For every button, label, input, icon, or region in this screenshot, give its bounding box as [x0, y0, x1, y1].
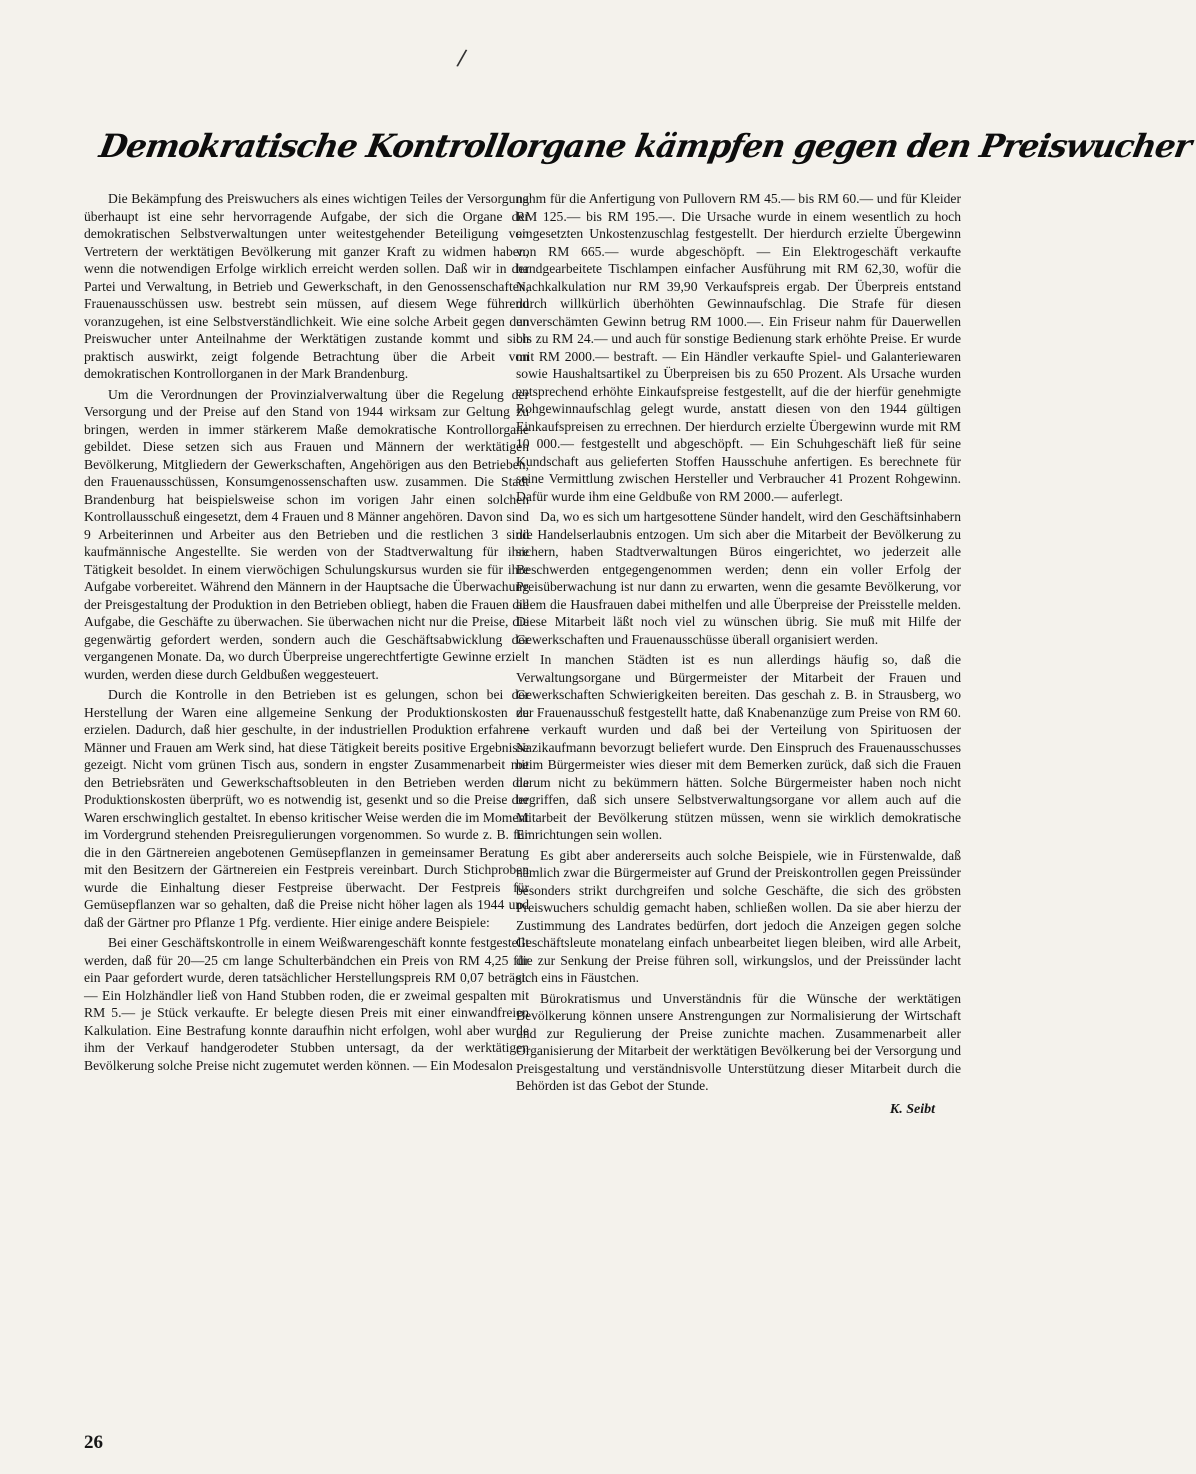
article-headline: Demokratische Kontrollorgane kämpfen gegen den Preiswucher — [96, 127, 1194, 165]
scan-pen-mark: / — [455, 45, 468, 72]
paragraph: Die Bekämpfung des Preiswuchers als eines wichtigen Teiles der Versorgung überhaupt ist eine sehr hervorragende Aufgabe, der sich die Organe der demokratischen Selbstverwaltungen unter weitestgehender Beteiligung von Vertretern der werktätigen Bevölkerung mit ganzer Kraft zu widmen haben, wenn die notwendigen Erfolge wirklich erreicht werden sollen. Daß wir in der Partei und Verwaltung, in Betrieb und Gewerkschaft, in den Genossenschaften, Frauenausschüssen usw. bestrebt sein müssen, auf diesem Wege führend voranzugehen, ist eine Selbstverständlichkeit. Wie eine solche Arbeit gegen den Preiswucher unter Anteilnahme der Werktätigen zustande kommt und sich praktisch auswirkt, zeigt folgende Betrachtung über die Arbeit von demokratischen Kontrollorganen in der Mark Brandenburg. — [84, 191, 529, 381]
page-number: 26 — [84, 1432, 103, 1453]
paragraph: In manchen Städten ist es nun allerdings häufig so, daß die Verwaltungsorgane und Bürgermeister der Mitarbeit der Frauen und Gewerkschaften Schwierigkeiten bereiten. Das geschah z. B. in Strausberg, wo der Frauenausschuß festgestellt hatte, daß Knabenanzüge zum Preise von RM 60.— verkauft wurden und daß bei der Verteilung von Spirituosen der Nazikaufmann bevorzugt beliefert wurde. Den Einspruch des Frauenausschusses beim Bürgermeister wies dieser mit dem Bemerken zurück, daß sich die Frauen darum nicht zu bekümmern hätten. Solche Bürgermeister haben noch nicht begriffen, daß sich unsere Selbstverwaltungsorgane vor allem auch auf die Mitarbeit der Bevölkerung stützen müssen, wenn sie wirklich demokratische Einrichtungen sein wollen. — [516, 652, 961, 842]
paragraph: Um die Verordnungen der Provinzialverwaltung über die Regelung der Versorgung und der Preise auf den Stand von 1944 wirksam zur Geltung zu bringen, werden in immer stärkerem Maße demokratische Kontrollorgane gebildet. Diese setzen sich aus Frauen und Männern der werktätigen Bevölkerung, Mitgliedern der Gewerkschaften, Angehörigen aus den Betrieben, den Frauenausschüssen, Konsumgenossenschaften usw. zusammen. Die Stadt Brandenburg hat beispielsweise schon im vorigen Jahr einen solchen Kontrollausschuß eingesetzt, dem 4 Frauen und 8 Männer angehören. Davon sind 9 Arbeiterinnen und Arbeiter aus den Betrieben und die restlichen 3 sind kaufmännische Angestellte. Sie werden von der Stadtverwaltung für ihre Tätigkeit besoldet. In einem vierwöchigen Schulungskursus wurden sie für ihre Aufgabe vorbereitet. Während den Männern in der Hauptsache die Überwachung der Preisgestaltung der Produktion in den Betrieben obliegt, haben die Frauen die Aufgabe, die Geschäfte zu überwachen. Sie überwachen nicht nur die Preise, die gegenwärtig gefordert werden, sondern auch die Geschäftsabwicklung der vergangenen Monate. Da, wo durch Überpreise ungerechtfertigte Gewinne erzielt wurden, werden diese durch Geldbußen weggesteuert. — [84, 386, 529, 682]
paragraph: Bei einer Geschäftskontrolle in einem Weißwarengeschäft konnte festgestellt werden, daß für 20—25 cm lange Schulterbändchen ein Preis von RM 4,25 für ein Paar gefordert wurde, deren tatsächlicher Herstellungspreis RM 0,07 beträgt. — Ein Holzhändler ließ von Hand Stubben roden, die er zweimal gespalten mit RM 5.— je Stück verkaufte. Er belegte diesen Preis mit einer einwandfreien Kalkulation. Eine Bestrafung konnte daraufhin nicht erfolgen, wohl aber wurde ihm der Verkauf handgerodeter Stubben untersagt, da der werktätigen Bevölkerung solche Preise nicht zugemutet werden können. — Ein Modesalon — [84, 935, 529, 1073]
paragraph: Es gibt aber andererseits auch solche Beispiele, wie in Fürstenwalde, daß nämlich zwar die Bürgermeister auf Grund der Preiskontrollen gegen Preissünder besonders strikt durchgreifen und solche Geschäfte, die sich des gröbsten Preiswuchers schuldig gemacht haben, schließen wollen. Da sie aber hierzu der Zustimmung des Landrates bedürfen, dort jedoch die Anzeigen gegen solche Geschäftsleute monatelang einfach unbearbeitet liegen bleiben, wird alle Arbeit, die zur Senkung der Preise führen soll, wirkungslos, und der Preissünder lacht sich eins in Fäustchen. — [516, 847, 961, 985]
article-column-right — [516, 190, 961, 1118]
paragraph: Durch die Kontrolle in den Betrieben ist es gelungen, schon bei der Herstellung der Waren eine allgemeine Senkung der Produktionskosten zu erzielen. Dadurch, daß hier geschulte, in der industriellen Produktion erfahrene Männer und Frauen am Werk sind, hat diese Tätigkeit bereits positive Ergebnisse gezeigt. Nicht vom grünen Tisch aus, sondern in engster Zusammenarbeit mit den Betriebsräten und Gewerkschaftsobleuten in den Betrieben werden die Produktionskosten überprüft, wo es notwendig ist, gesenkt und so die Preise der Waren erschwinglich gestaltet. In ebenso kritischer Weise werden die im Moment im Vordergrund stehenden Preisregulierungen vorgenommen. So wurde z. B. für die in den Gärtnereien angebotenen Gemüsepflanzen in gemeinsamer Beratung mit den Besitzern der Gärtnereien ein Festpreis vereinbart. Durch Stichproben wurde die Einhaltung dieser Festpreise überwacht. Der Festpreis für Gemüsepflanzen war so gehalten, daß die Preise nicht höher lagen als 1944 und daß der Gärtner pro Pflanze 1 Pfg. verdiente. Hier einige andere Beispiele: — [84, 687, 529, 930]
article-column-left — [84, 190, 529, 1077]
paragraph: nahm für die Anfertigung von Pullovern RM 45.— bis RM 60.— und für Kleider RM 125.— bis RM 195.—. Die Ursache wurde in einem wesentlich zu hoch eingesetzten Unkostenzuschlag festgestellt. Der hierdurch erzielte Übergewinn von RM 665.— wurde abgeschöpft. — Ein Elektrogeschäft verkaufte handgearbeitete Tischlampen einfacher Ausführung mit RM 62,30, wofür die Nachkalkulation nur RM 39,90 Verkaufspreis ergab. Der Überpreis entstand durch willkürlich überhöhten Gewinnaufschlag. Die Strafe für diesen unverschämten Gewinn betrug RM 1000.—. Ein Friseur nahm für Dauerwellen bis zu RM 24.— und auch für sonstige Bedienung stark erhöhte Preise. Er wurde mit RM 2000.— bestraft. — Ein Händler verkaufte Spiel- und Galanteriewaren sowie Haushaltsartikel zu Überpreisen bis zu 650 Prozent. Als Ursache wurden entsprechend erhöhte Einkaufspreise festgestellt, auf die der hierfür genehmigte Rohgewinnaufschlag gelegt wurde, anstatt diesen von den 1944 gültigen Einkaufspreisen zu errechnen. Der hierdurch erzielte Übergewinn wurde mit RM 10 000.— festgestellt und abgeschöpft. — Ein Schuhgeschäft ließ für seine Kundschaft aus gelieferten Stoffen Hausschuhe anfertigen. Es berechnete für seine Vermittlung zwischen Hersteller und Verbraucher 41 Prozent Rohgewinn. Dafür wurde ihm eine Geldbuße von RM 2000.— auferlegt. — [516, 191, 961, 504]
paragraph: Da, wo es sich um hartgesottene Sünder handelt, wird den Geschäftsinhabern die Handelserlaubnis entzogen. Um sich aber die Mitarbeit der Bevölkerung zu sichern, haben Stadtverwaltungen Büros eingerichtet, wo jederzeit alle Beschwerden entgegengenommen werden; denn ein voller Erfolg der Preisüberwachung ist nur dann zu erwarten, wenn die gesamte Bevölkerung, vor allem die Hausfrauen dabei mithelfen und alle Überpreise der Preisstelle melden. Diese Mitarbeit läßt noch viel zu wünschen übrig. Sie muß mit Hilfe der Gewerkschaften und Frauenausschüsse überall organisiert werden. — [516, 509, 961, 647]
author-signature: K. Seibt — [889, 1101, 935, 1117]
paragraph: Bürokratismus und Unverständnis für die Wünsche der werktätigen Bevölkerung können unsere Anstrengungen zur Normalisierung der Wirtschaft und zur Regulierung der Preise zunichte machen. Zusammenarbeit aller Organisierung der Mitarbeit der werktätigen Bevölkerung bei der Versorgung und Preisgestaltung und verständnisvolle Unterstützung dieser Mitarbeit durch die Behörden ist das Gebot der Stunde. — [516, 990, 961, 1093]
